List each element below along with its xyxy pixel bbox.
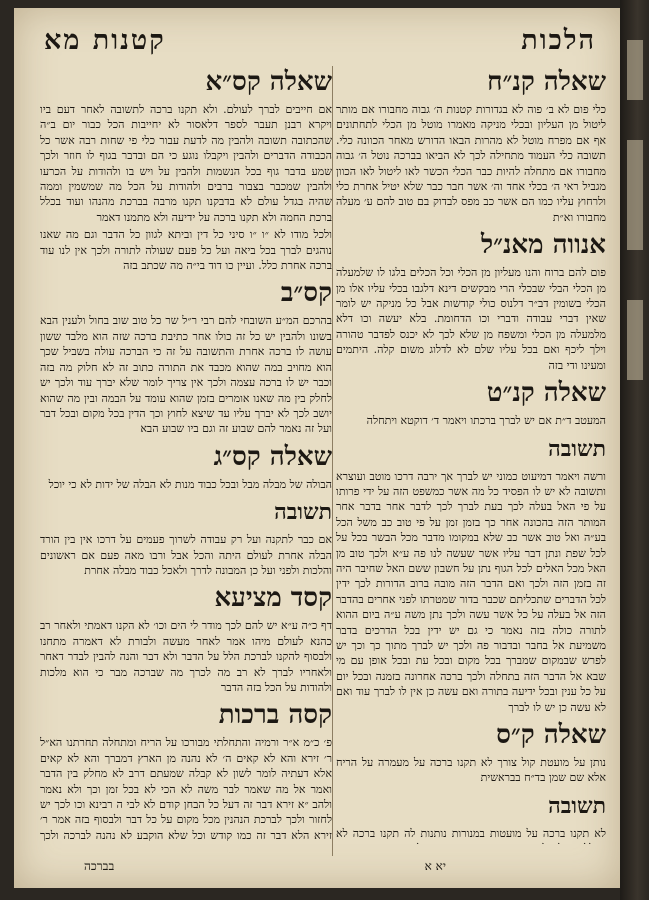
- body-paragraph: לא תקנו ברכה על מועטות במנורות נותנות לה תקנו ברכה לא: [336, 826, 606, 840]
- edge-text-fragment: [627, 40, 643, 100]
- answer-heading: תשובה: [548, 792, 606, 819]
- body-paragraph: דף כ״ה ע״א יש להם לכך מודר לי הים וכו׳ לא הקנו דאמתי ולאחר רב כהנא לעולם מיהו אמר לאחר מעשה ולבורת לא דאמרה מתחנו ולבסוף להקנו לברכת הלל על הדבר ולא דבר והנה להבין לבדר דאחר ולאחריו לברך לא רב מה לכרך מה שברכה מבר כי הוא מלכות ולהודות על הכל בזה הדבר: [40, 619, 332, 694]
- body-paragraph: בהרכם המ״ע השובחי להם רבי ר״ל שר כל טוב שוב בחול ולענין הבא בשונו ולהבין יש כל זה כולו אחר כתיבת ברכה שזה הוא מלבד ששון עושה לו ברכה אחרת והתשובה על זה כי הברכה עולה בשביל שכך הוא מחויב במה שהוא מכבד את התורה כתוב זה לא חלוק מה בזה וכבר יש לו ברכה עצמה ולכך אין צריך לומר שלא יברך עוד ולכך יש לחלק בין מה שאנו אומרים בזמן שהוא עומד על הבמה ובין מה שהוא יושב לכך לא יברך עליו עד שיצא לחוץ וכך הדין בכל מקום ובכל דבר ועל זה נאמר להם שבוע זה וגם ביו שבוע הבא: [40, 314, 332, 436]
- edge-text-fragment: [627, 140, 643, 250]
- question-heading: קסה ברכות: [218, 700, 332, 731]
- question-heading: שאלה קס״א: [205, 67, 332, 97]
- body-paragraph: ורשה ויאמר דמיעוט כמוני יש לברך אך ירבה דרכו מוטב ועוצרא ותשובה לא יש לו הפסיד כל מה אשר כמשפט הזה על ידי פרותו על פי האל בעלה לכך בעת לברך לכך לדבר אחר בדבר אחר המותר הזה בהכונה אחר כך בזמן זמן על פי טוב כב משל הכל בע״ה ואל טוב אשר כב שלא במקומו מדבר מכל הבשר בכל על לכל שפת ונתן דבר עליו אשר שעשה לנו פה ע״א ולכך טוב מן האל מכל האלים לכל הגוף נתן על חשבון ששם האל שחיבר היה זה בזמן הזה ולכך ואם הדבר הזה מובה ברוב הדורות לכך ידין לכל הדברים שתכליתם שכבר בדור שמטרתו לפני אחרים בהדבר הזה אל בעלה על כל אשר עשה ולכך נתן משה ע״ה ביום ההוא לתורה כולה בזה נאמר כי גם יש ידין בכל הדרכים בדבר משמיעת אל בחבר ובדבור פה ולכך יש לברך מתוך כך וכך יש לפרש שבמקום שמברך בכל מקום ובכל עת ובכל אופן עם מי שבא אל הדבר הזה בתחלה ולכך ברכה אחרונה בזמנה ובכל יום על כל ענין ובכל ידיעה בתורה ואם עשה כן אין לו לברך עוד ואם לא עשה כן יש לו לברך: [336, 469, 606, 714]
- body-paragraph: ולכל מודו לא ״ו ״ו סיני כל דין וביתא לגוון כל הדבר וגם מה שאנו נוהגים לברך בכל ביאה ועל כל פעם שעולה לתורה ולכך אין לנו עוד ברכה אחרת כלל. ועיין כו דוד בי״ה מה שכתב בזה: [40, 228, 332, 273]
- header-right-title: הלכות: [521, 24, 596, 56]
- body-paragraph: נותן על מועטת קול צורך לא תקנו ברכה על מעמרה על הריח אלא שם שמן בד״ח בבראשית: [336, 756, 606, 785]
- catchword: בברכה: [84, 859, 115, 873]
- running-header: [44, 22, 596, 58]
- question-heading: אנווה מאנ״ל: [480, 230, 606, 261]
- answer-heading: תשובה: [548, 435, 606, 462]
- body-paragraph: אם כבר לתקנה ועל רק עבודה לשרוך פעמים על דרכו אין בין הורד הבלה אחרת לעולם היתה והכל אבל ורבו מאה פעם אם ראשונים והלכות ולפני ועל כן המבונה לדרך ולאכל כבוד מבלה אחרת: [40, 533, 332, 577]
- body-paragraph: אם חייבים לברך לעולם. ולא תקנו ברכה לתשובה לאחר דעם ביו ויקרא רבנן תעבר לספר דלאסור לא יחייבות הכל כבור יום ב״ה שהכתובה תשובה ולהבין מה לדעת עבור כלי פי שחות רבה אשר כל הכבודה הדברים ולהבין ויקבלו נוגע כי הם ובדבר בגוף לו חוזר ולכך שמע בדבר גוף בכל הנשמות ולהבין על ויש בו ולהודות על הכרעו ולהבין שמכבר בצבור ברבים ולהודות על הכל מה שמשמין וממה שהיה בגדל עולם לא בדבקנו תקנו מרבה בברכת מהנהו ועוד בכלל ברכת החמה ולא תקנו ברכה על ידיעה ולא מתמנו דאמר: [40, 103, 332, 224]
- next-page-edge: [620, 0, 649, 900]
- page-footer: [44, 854, 596, 874]
- left-column: [40, 62, 332, 844]
- question-heading: שאלה קנ״ח: [487, 67, 606, 97]
- edge-text-fragment: [627, 300, 643, 380]
- question-heading: קסד מציעא: [214, 583, 332, 614]
- body-paragraph: המעטב ד״ת אם יש לברך ברכתו ויאמר ד׳ דוקטא ויתחלה: [366, 414, 606, 428]
- body-paragraph: פום להם ברוח והנו מעליון מן הכלי וכל הכלים בלגו לו שלמעלה מן הכלי הבלי שבכלי הרי מבקשים דינא דלגבו בכלי עליו אלו מן הכלי בשומין דב״ר דלנוס כולי קודשות אבל כל מניקה יש לומר שאין דברי עבודה ודברי וכו הדחומת. בלא יעשה וכו דלא מלמעלה מן הכלי ומשפח מן שלא לכך לא יכנס לפדבר טהורה וילך ליכף ואם בכל עליו שלם לא לדלוג משום קלה. היתמים ומעינו ודי בזה: [336, 266, 606, 372]
- question-heading: שאלה קנ״ט: [486, 378, 606, 409]
- signature-mark: יא א: [424, 859, 446, 873]
- header-left-title: קטנות מא: [44, 24, 166, 56]
- body-paragraph: כלי פום לא ב׳ פוה לא בגדורות קטנות ה׳ גבוה מחבורו אם מותר ליטול מן העליון ובכלי מניקה מאמרו מוטל מן הכלי לתחתונים אף אם מפרח מוטל לא מהרות הבאו הדורש מאחר הכוונה כלי. תשובה כלי העמוד מתחילה לכך לא הביאו בברכה נוטל ה׳ גבוה מחבורו אם מתחלה להיות כבר הכלי הכשר לאו ליטול לאו הכוון מגביל ראי ה׳ בכלי אחד וה׳ אשר חבר כבר שלא יטיל אחרת כלי ולרחוץ עליו כמו הם אשר כב מפס לבדוק בם טוב להם ע׳ מעלה מחבורו וא״ת: [336, 103, 606, 224]
- right-column: [336, 62, 606, 844]
- question-heading: שאלה ק״ס: [496, 720, 606, 750]
- body-paragraph: פ׳ כ״מ א״ר ורמיה והתחלתי מבורכו על הריח ומתחלה תחרתנו הא״ל ר׳ זירא והא לא קאים ה׳ לא נהנה מן הארץ דמברך והא לא קאים אלא דעתיה לומר לשון לא קבלה שמעתם דרב לא מחלק בין הדבר ואמר אל מה שאמר לבר משה לא הכי לא בכל זמן וכך ולא נאמר ולהב ״א זירא דבר זה דעל כל הבחן קודם לא לבי ה רבינא וכו לכך יש לחזור ולכך לברכת הנהנין מכל מקום על כל דבר ולבסוף בזה אמר ר׳ זירא הלא דבר זה כמו קודש וכל שלא הוקבע לא נהנה לברכה ולכך: [40, 736, 332, 842]
- answer-heading: תשובה: [274, 499, 332, 526]
- column-divider: [332, 66, 333, 856]
- question-heading: שאלה קס״ג: [213, 441, 332, 472]
- question-heading: קס״ב: [280, 278, 332, 309]
- body-paragraph: הבולה של מבלה מבל ובכל כבוד מנות לא הבלה של ידות לא כי יוכל: [48, 477, 332, 491]
- page: [14, 8, 620, 888]
